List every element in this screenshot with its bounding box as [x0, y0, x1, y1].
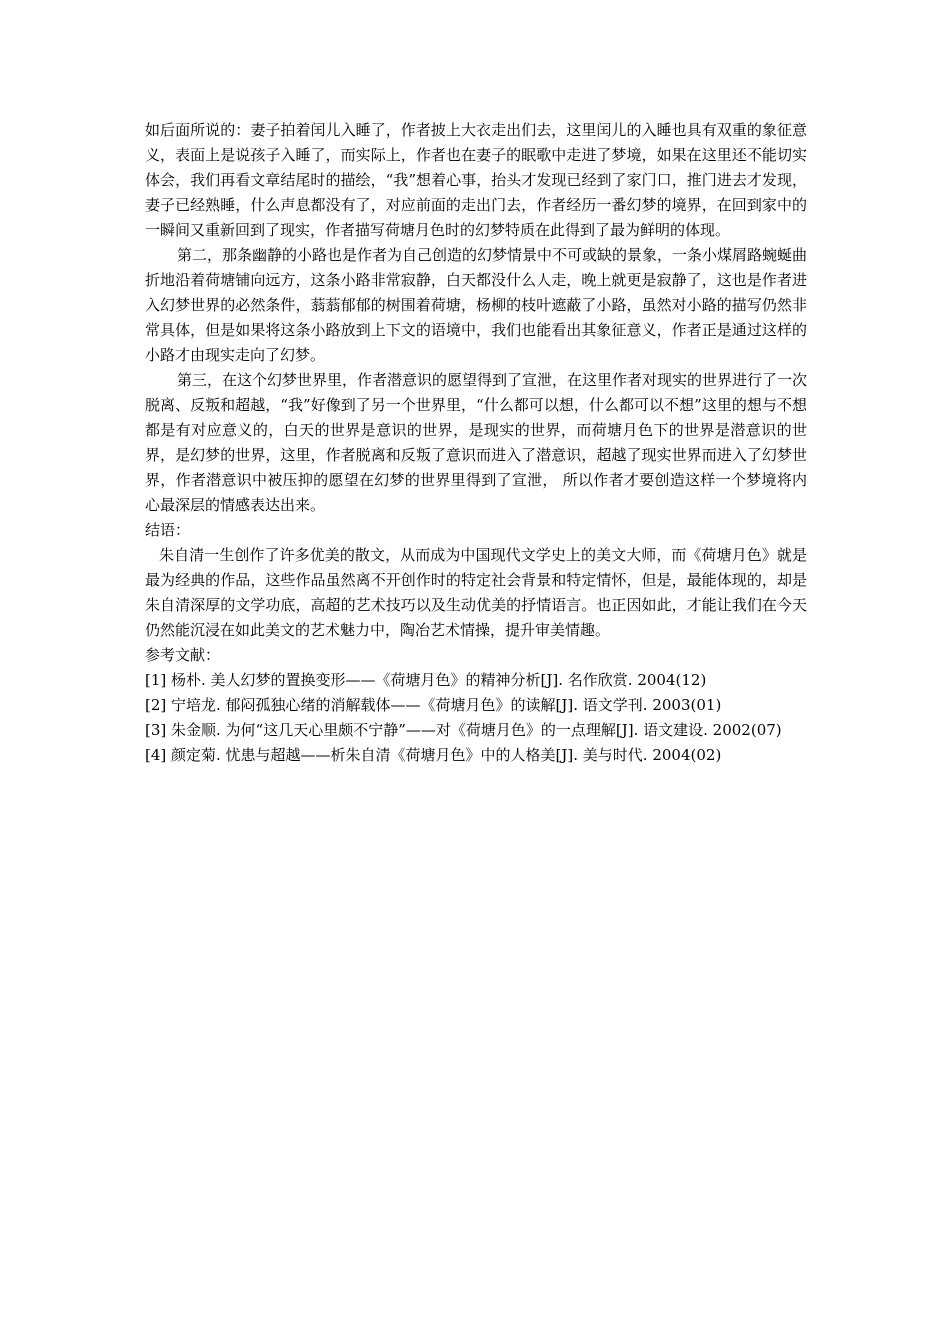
reference-item-1: [1] 杨朴. 美人幻梦的置换变形——《荷塘月色》的精神分析[J]. 名作欣赏. 2004(12) — [145, 671, 707, 689]
body-paragraph-1: 如后面所说的：妻子拍着闰儿入睡了，作者披上大衣走出们去，这里闰儿的入睡也具有双重的象征意义，表面上是说孩子入睡了，而实际上，作者也在妻子的眠歌中走进了梦境，如果在这里还不能切实体会，我们再看文章结尾时的描绘，“我”想着心事，抬头才发现已经到了家门口，推门进去才发现，妻子已经熟睡，什么声息都没有了，对应前面的走出门去，作者经历一番幻梦的境界，在回到家中的一瞬间又重新回到了现实，作者描写荷塘月色时的幻梦特质在此得到了最为鲜明的体现。 — [145, 121, 807, 239]
conclusion-heading: 结语： — [145, 521, 191, 539]
references-heading: 参考文献： — [145, 646, 221, 664]
reference-item-2: [2] 宁培龙. 郁闷孤独心绪的消解载体——《荷塘月色》的读解[J]. 语文学刊. 2003(01) — [145, 696, 722, 714]
body-paragraph-3: 第三，在这个幻梦世界里，作者潜意识的愿望得到了宣泄，在这里作者对现实的世界进行了一次脱离、反叛和超越，“我”好像到了另一个世界里，“什么都可以想，什么都可以不想”这里的想与不想都是有对应意义的，白天的世界是意识的世界，是现实的世界，而荷塘月色下的世界是潜意识的世界，是幻梦的世界，这里，作者脱离和反叛了意识而进入了潜意识，超越了现实世界而进入了幻梦世界，作者潜意识中被压抑的愿望在幻梦的世界里得到了宣泄， 所以作者才要创造这样一个梦境将内心最深层的情感表达出来。 — [145, 371, 808, 514]
reference-item-3: [3] 朱金顺. 为何“这几天心里颇不宁静”——对《荷塘月色》的一点理解[J]. 语文建设. 2002(07) — [145, 721, 782, 739]
document-page — [145, 118, 807, 768]
body-paragraph-2: 第二，那条幽静的小路也是作者为自己创造的幻梦情景中不可或缺的景象，一条小煤屑路蜿蜒曲折地沿着荷塘铺向远方，这条小路非常寂静，白天都没什么人走，晚上就更是寂静了，这也是作者进入幻梦世界的必然条件，蓊蓊郁郁的树围着荷塘，杨柳的枝叶遮蔽了小路，虽然对小路的描写仍然非常具体，但是如果将这条小路放到上下文的语境中，我们也能看出其象征意义，作者正是通过这样的小路才由现实走向了幻梦。 — [145, 246, 808, 364]
references-list — [145, 668, 807, 768]
reference-item-4: [4] 颜定菊. 忧患与超越——析朱自清《荷塘月色》中的人格美[J]. 美与时代. 2004(02) — [145, 746, 722, 764]
conclusion-paragraph: 朱自清一生创作了许多优美的散文，从而成为中国现代文学史上的美文大师，而《荷塘月色》就是最为经典的作品，这些作品虽然离不开创作时的特定社会背景和特定情怀，但是，最能体现的，却是朱自清深厚的文学功底，高超的艺术技巧以及生动优美的抒情语言。也正因如此，才能让我们在今天仍然能沉浸在如此美文的艺术魅力中，陶冶艺术情操，提升审美情趣。 — [145, 546, 807, 639]
